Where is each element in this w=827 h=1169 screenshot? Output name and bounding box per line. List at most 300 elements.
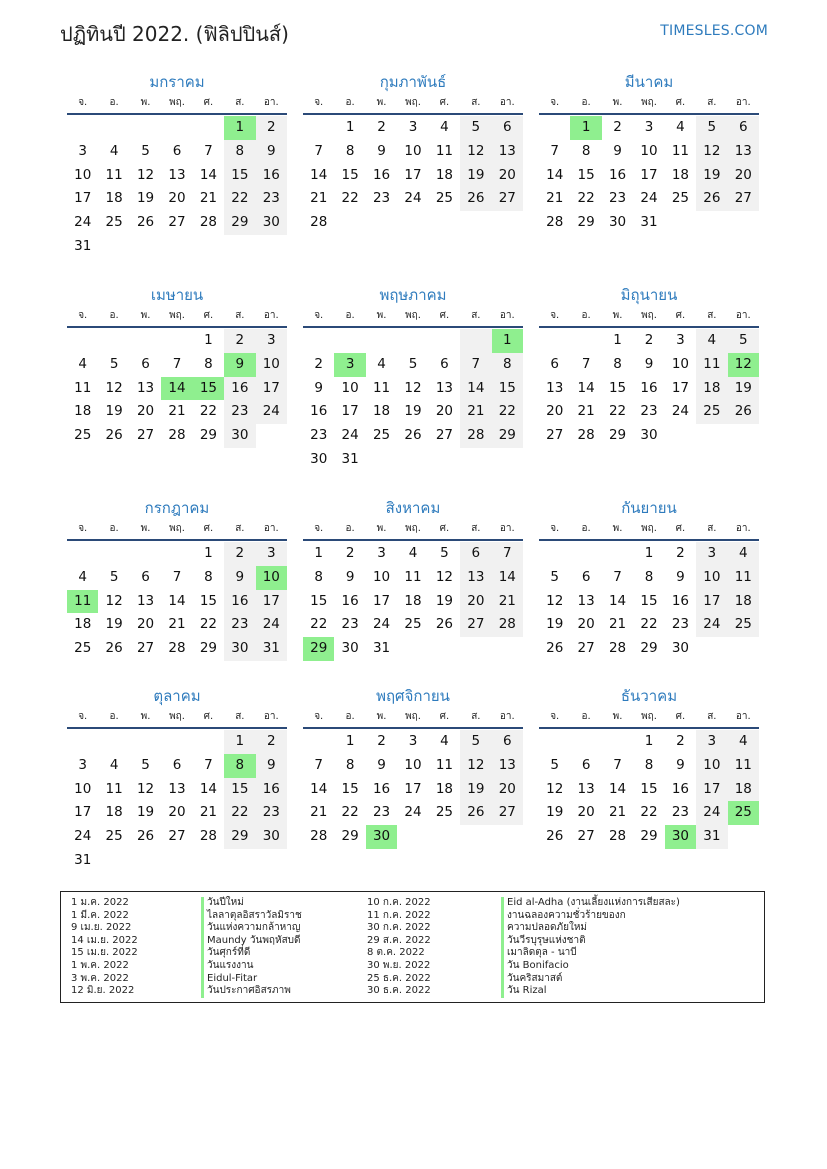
weekday-label: ศ. [675,310,686,321]
day-cell: 4 [696,329,727,353]
day-cell: 12 [105,379,123,396]
empty-day-cell [460,448,491,472]
legend-holiday-name: วันวีรบุรุษแห่งชาติ [501,935,680,948]
day-cell: 21 [199,190,218,207]
holiday-day-cell: 8 [224,754,255,778]
day-cell: 3 [696,730,727,754]
day-cell: 23 [372,804,391,821]
legend-date: 9 เม.ย. 2022 [71,922,132,934]
day-cell: 18 [74,616,92,633]
day-cell: 14 [168,592,186,609]
day-cell: 25 [671,190,690,207]
day-cell: 5 [696,116,727,140]
weekday-header [67,707,287,729]
day-cell: 30 [256,825,287,849]
day-cell: 2 [644,332,654,348]
empty-day-cell [728,211,759,235]
day-cell: 5 [550,756,559,773]
month-name: เมษายน [150,286,204,304]
weekday-label: ศ. [675,711,686,722]
day-cell: 26 [404,427,422,444]
legend-date: 29 ส.ค. 2022 [367,934,431,946]
day-cell: 2 [256,730,287,754]
empty-day-cell [161,329,192,353]
day-grid [539,729,759,849]
weekday-header [539,306,759,328]
day-cell: 27 [728,187,759,211]
day-cell: 29 [224,211,255,235]
empty-day-cell [256,235,287,259]
day-cell: 27 [546,427,564,444]
month-name: กรกฎาคม [144,499,210,517]
empty-day-cell [98,116,129,140]
day-cell: 29 [577,214,595,231]
day-cell: 21 [199,804,218,821]
day-cell: 6 [141,355,150,372]
day-cell: 23 [224,400,255,424]
day-cell: 24 [696,613,727,637]
weekday-label: ศ. [203,523,214,534]
weekday-label: พฤ. [405,97,421,108]
day-cell: 2 [256,116,287,140]
day-cell: 22 [224,801,255,825]
empty-day-cell [193,849,224,873]
day-cell: 28 [460,424,491,448]
day-cell: 6 [550,355,559,372]
day-cell: 14 [199,780,218,797]
weekday-label: ส. [707,97,717,108]
weekday-label: พฤ. [641,523,657,534]
day-cell: 24 [256,613,287,637]
legend-holiday-name: Maundy วันพฤหัสบดี [201,935,302,948]
legend-holiday-name: วันคริสมาสต์ [501,973,680,986]
day-cell: 30 [341,640,359,657]
weekday-label: จ. [314,711,324,722]
legend-holiday-name: วัน Bonifacio [501,960,680,973]
legend-holiday-name: วันศุกร์ที่ดี [201,947,302,960]
empty-day-cell [602,730,633,754]
legend-holiday-name: Eidul-Fitar [201,973,302,986]
day-cell: 8 [224,140,255,164]
empty-day-cell [539,730,570,754]
day-cell: 23 [256,187,287,211]
brand-link[interactable]: TIMESLES.COM [660,23,768,39]
day-cell: 15 [224,164,255,188]
holiday-day-cell: 9 [224,353,255,377]
month-block [539,497,759,661]
day-cell: 31 [696,825,727,849]
day-cell: 9 [644,355,654,372]
empty-day-cell [256,424,287,448]
day-cell: 17 [696,590,727,614]
day-cell: 13 [435,379,454,396]
legend-date: 12 มิ.ย. 2022 [71,985,135,997]
weekday-header [303,93,523,115]
day-cell: 27 [168,214,186,231]
day-cell: 4 [78,568,87,585]
day-cell: 28 [492,613,523,637]
month-name: ตุลาคม [153,687,201,705]
day-cell: 11 [74,379,92,396]
month-block [67,71,287,259]
day-cell: 13 [492,754,523,778]
day-cell: 17 [74,804,92,821]
empty-day-cell [539,329,570,353]
day-grid [303,328,523,472]
legend-dates-left [71,897,138,998]
day-cell: 23 [640,403,658,420]
day-cell: 19 [696,164,727,188]
day-cell: 22 [640,804,658,821]
day-cell: 29 [224,825,255,849]
weekday-label: อ. [581,97,591,108]
day-cell: 18 [435,166,454,183]
empty-day-cell [397,448,428,472]
day-cell: 5 [440,545,449,561]
day-cell: 29 [640,828,658,845]
weekday-label: พ. [612,523,623,534]
day-cell: 10 [404,756,422,773]
day-cell: 1 [204,545,213,561]
day-cell: 24 [74,214,92,231]
day-cell: 22 [199,616,218,633]
day-cell: 17 [404,780,422,797]
day-cell: 21 [492,590,523,614]
day-cell: 2 [377,733,386,749]
day-cell: 6 [141,568,150,585]
day-cell: 2 [224,542,255,566]
day-cell: 29 [341,828,359,845]
weekday-label: พฤ. [169,711,185,722]
day-cell: 10 [696,566,727,590]
day-grid [67,115,287,259]
day-cell: 30 [310,450,328,467]
day-cell: 28 [310,214,328,231]
empty-day-cell [696,637,727,661]
day-cell: 2 [676,733,685,749]
holiday-day-cell: 1 [224,116,255,140]
day-cell: 20 [492,778,523,802]
weekday-label: จ. [314,97,324,108]
weekday-header [539,93,759,115]
day-cell: 7 [172,568,182,585]
day-cell: 23 [608,190,627,207]
day-cell: 21 [310,804,328,821]
legend-date: 14 เม.ย. 2022 [71,934,138,946]
weekday-label: จ. [78,310,88,321]
day-cell: 31 [256,637,287,661]
weekday-label: อา. [263,97,279,108]
empty-day-cell [130,542,161,566]
empty-day-cell [161,849,192,873]
day-cell: 10 [671,355,690,372]
day-cell: 3 [256,329,287,353]
day-cell: 24 [341,427,359,444]
weekday-label: อ. [581,711,591,722]
day-cell: 28 [199,828,218,845]
day-cell: 10 [74,780,92,797]
day-cell: 12 [404,379,422,396]
day-cell: 9 [256,754,287,778]
day-cell: 16 [671,592,690,609]
day-cell: 13 [168,780,186,797]
day-cell: 8 [345,756,355,773]
day-cell: 19 [404,403,422,420]
day-cell: 4 [78,355,87,372]
day-cell: 3 [676,332,685,348]
legend-holiday-name: วันแห่งความกล้าหาญ [201,922,302,935]
weekday-label: จ. [78,523,88,534]
day-cell: 28 [577,427,595,444]
day-cell: 13 [577,592,595,609]
legend-date: 15 เม.ย. 2022 [71,947,138,959]
weekday-label: อ. [109,310,119,321]
empty-day-cell [224,235,255,259]
weekday-header [539,707,759,729]
day-cell: 18 [728,778,759,802]
day-cell: 20 [168,804,186,821]
day-cell: 30 [224,424,255,448]
day-cell: 22 [341,190,359,207]
empty-day-cell [256,849,287,873]
day-cell: 1 [224,730,255,754]
empty-day-cell [602,542,633,566]
empty-day-cell [303,730,334,754]
month-name: สิงหาคม [385,499,441,517]
day-cell: 15 [310,592,328,609]
holiday-day-cell: 11 [67,590,98,614]
empty-day-cell [193,235,224,259]
day-cell: 4 [377,355,386,372]
holiday-day-cell: 1 [492,329,523,353]
day-cell: 5 [141,142,150,159]
weekday-label: อ. [345,523,355,534]
legend-date: 30 ก.ค. 2022 [367,922,431,934]
month-name: กันยายน [621,499,677,517]
weekday-label: พฤ. [169,310,185,321]
day-cell: 25 [728,613,759,637]
month-block [539,71,759,235]
empty-day-cell [429,329,460,353]
weekday-label: อ. [345,711,355,722]
day-cell: 22 [640,616,658,633]
day-cell: 21 [168,403,186,420]
weekday-label: อา. [263,310,279,321]
day-cell: 27 [136,427,155,444]
legend-date: 3 พ.ค. 2022 [71,972,129,984]
day-cell: 8 [613,355,622,372]
empty-day-cell [429,637,460,661]
day-cell: 15 [341,780,359,797]
day-cell: 26 [105,427,123,444]
day-cell: 18 [74,403,92,420]
day-cell: 4 [109,142,119,159]
day-cell: 19 [136,190,155,207]
day-cell: 24 [372,616,391,633]
day-cell: 3 [644,119,654,135]
empty-day-cell [429,211,460,235]
day-cell: 21 [460,400,491,424]
holiday-day-cell: 10 [256,566,287,590]
legend-date: 11 ก.ค. 2022 [367,909,431,921]
day-cell: 15 [577,166,595,183]
day-cell: 16 [256,164,287,188]
day-cell: 28 [199,214,218,231]
day-cell: 19 [435,592,454,609]
day-cell: 16 [256,778,287,802]
weekday-label: อ. [109,523,119,534]
day-cell: 4 [440,733,449,749]
day-cell: 19 [460,778,491,802]
day-cell: 16 [671,780,690,797]
holiday-day-cell: 25 [728,801,759,825]
weekday-label: ศ. [675,97,686,108]
day-cell: 16 [310,403,328,420]
day-cell: 24 [256,400,287,424]
day-cell: 8 [644,756,654,773]
weekday-label: จ. [78,711,88,722]
empty-day-cell [539,116,570,140]
day-cell: 24 [404,804,422,821]
weekday-label: อา. [735,97,751,108]
holiday-day-cell: 29 [303,637,334,661]
day-cell: 10 [341,379,359,396]
holiday-day-cell: 30 [665,825,696,849]
day-cell: 6 [728,116,759,140]
empty-day-cell [193,730,224,754]
day-grid [67,328,287,448]
legend-date: 10 ก.ค. 2022 [367,897,431,908]
day-cell: 15 [199,592,218,609]
weekday-label: ส. [471,97,481,108]
day-cell: 7 [172,355,182,372]
day-cell: 3 [696,542,727,566]
weekday-label: ส. [707,310,717,321]
empty-day-cell [130,235,161,259]
day-cell: 28 [608,640,627,657]
day-cell: 30 [640,427,658,444]
day-cell: 28 [168,640,186,657]
day-cell: 4 [728,542,759,566]
day-cell: 9 [676,756,685,773]
day-cell: 26 [546,640,564,657]
empty-day-cell [98,730,129,754]
weekday-label: อา. [499,97,515,108]
empty-day-cell [161,542,192,566]
empty-day-cell [460,637,491,661]
day-cell: 7 [613,568,622,585]
empty-day-cell [161,730,192,754]
day-cell: 6 [172,756,182,773]
day-cell: 2 [314,355,323,372]
empty-day-cell [728,637,759,661]
weekday-label: ส. [235,310,245,321]
day-cell: 19 [105,403,123,420]
day-cell: 27 [136,640,155,657]
day-cell: 2 [224,329,255,353]
day-cell: 13 [168,166,186,183]
day-cell: 14 [608,780,627,797]
day-cell: 17 [671,379,690,396]
day-cell: 14 [546,166,564,183]
day-cell: 2 [676,545,685,561]
weekday-label: พ. [376,711,387,722]
legend-date: 30 ธ.ค. 2022 [367,985,431,997]
day-cell: 26 [460,187,491,211]
legend-holiday-name: ความปลอดภัยใหม่ [501,922,680,935]
day-cell: 12 [460,140,491,164]
day-cell: 22 [310,616,328,633]
legend-names-right [501,897,680,998]
day-cell: 11 [435,756,454,773]
day-cell: 7 [460,353,491,377]
empty-day-cell [460,825,491,849]
weekday-label: ศ. [439,310,450,321]
day-cell: 9 [613,142,622,159]
day-cell: 21 [577,403,595,420]
month-block [539,284,759,448]
day-cell: 11 [435,142,454,159]
month-name: พฤศจิกายน [376,687,450,705]
day-cell: 11 [404,568,422,585]
empty-day-cell [130,116,161,140]
day-cell: 18 [105,190,123,207]
day-cell: 9 [314,379,323,396]
weekday-label: ศ. [203,97,214,108]
day-cell: 23 [224,613,255,637]
weekday-label: อ. [581,523,591,534]
day-cell: 17 [256,590,287,614]
day-cell: 14 [577,379,595,396]
day-cell: 9 [345,568,355,585]
day-cell: 7 [204,756,213,773]
month-block [303,71,523,235]
empty-day-cell [570,730,601,754]
day-cell: 16 [224,590,255,614]
day-cell: 30 [224,637,255,661]
day-cell: 24 [696,801,727,825]
day-grid [67,541,287,661]
month-name: ธันวาคม [620,687,678,705]
day-cell: 29 [199,427,218,444]
day-cell: 20 [577,616,595,633]
day-cell: 3 [78,142,87,159]
empty-day-cell [130,730,161,754]
day-cell: 8 [581,142,591,159]
day-cell: 17 [74,190,92,207]
day-cell: 18 [728,590,759,614]
legend-date: 30 พ.ย. 2022 [367,959,431,971]
day-cell: 17 [640,166,658,183]
weekday-label: จ. [78,97,88,108]
day-cell: 1 [613,332,622,348]
day-cell: 20 [728,164,759,188]
day-cell: 15 [492,377,523,401]
weekday-label: พ. [612,310,623,321]
empty-day-cell [303,329,334,353]
day-grid [303,541,523,661]
empty-day-cell [728,825,759,849]
day-cell: 25 [74,640,92,657]
day-cell: 14 [460,377,491,401]
empty-day-cell [492,825,523,849]
weekday-label: ศ. [439,97,450,108]
holiday-day-cell: 14 [161,377,192,401]
month-name: มีนาคม [624,73,674,91]
day-grid [303,729,523,849]
empty-day-cell [696,424,727,448]
day-cell: 1 [644,733,654,749]
